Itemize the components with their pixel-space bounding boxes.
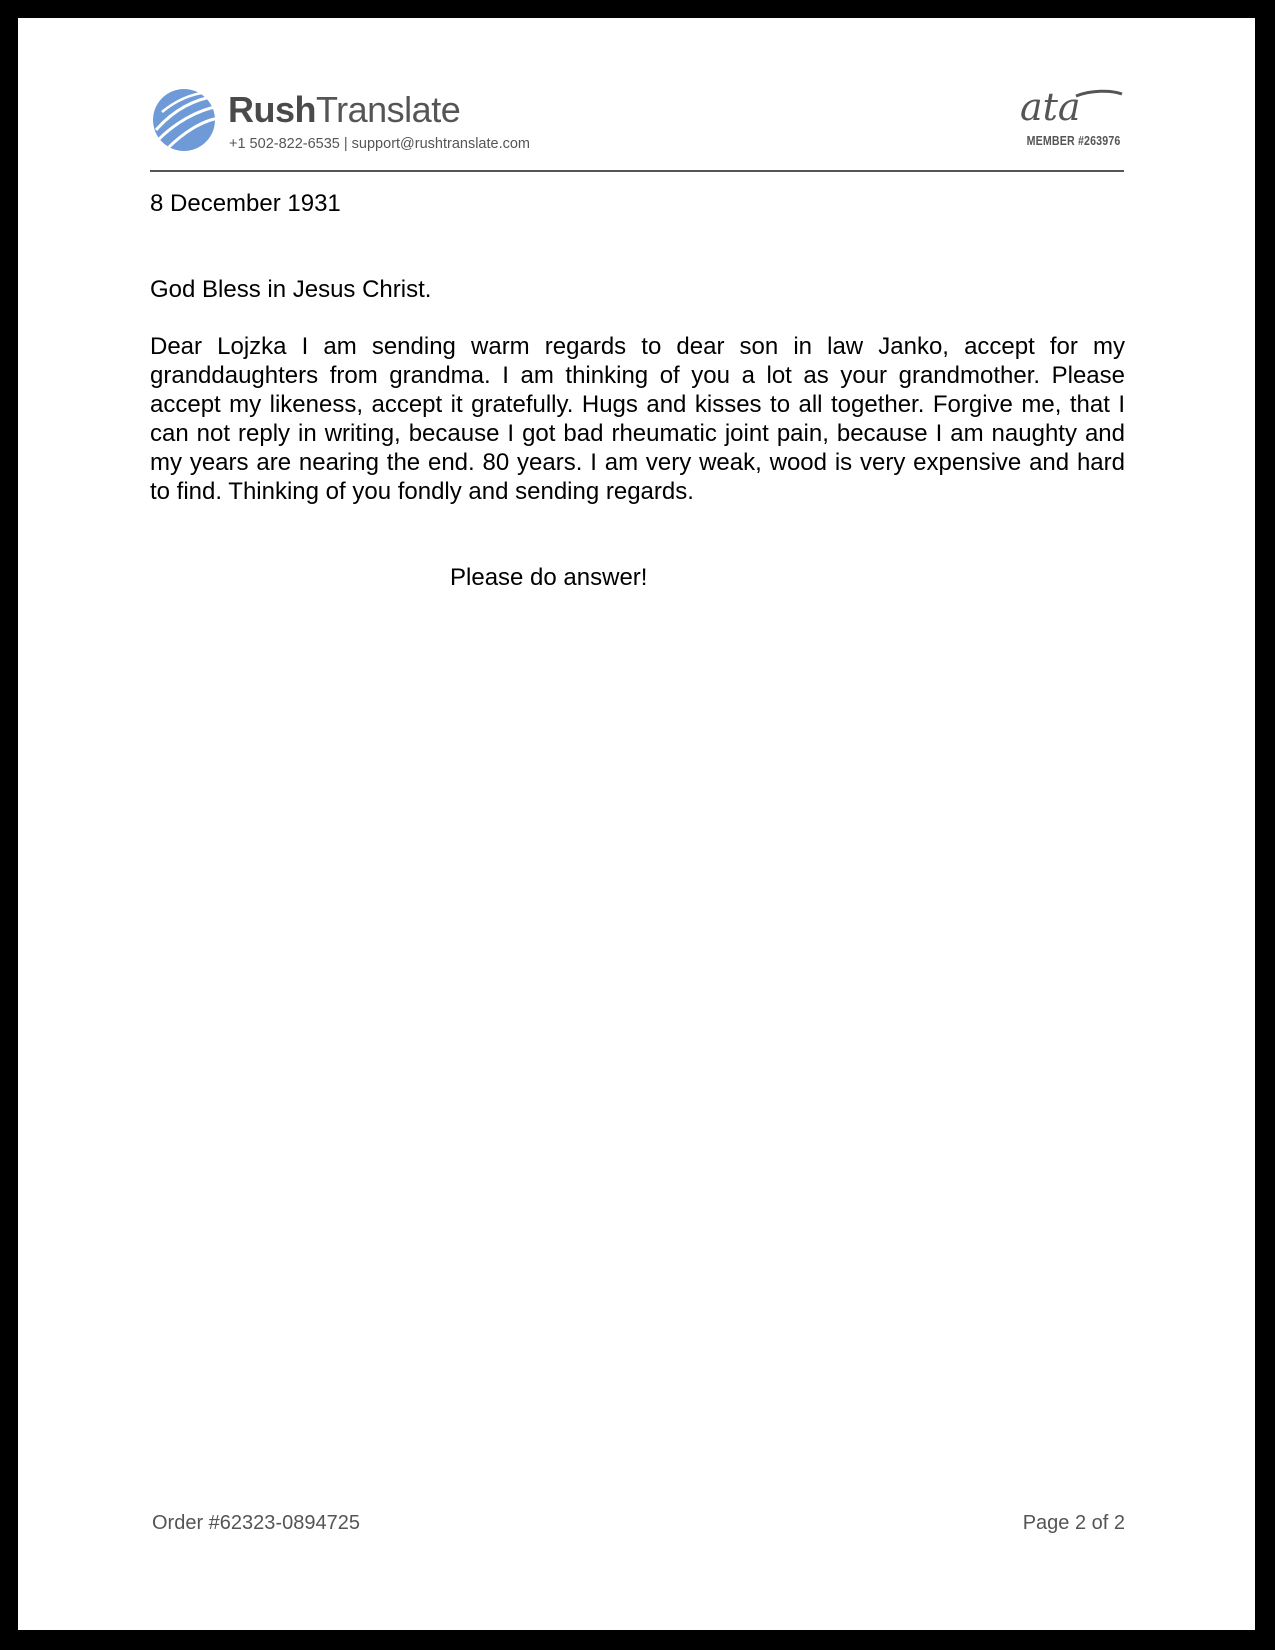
letterhead — [150, 68, 1124, 172]
ata-logo-text: ata — [1020, 88, 1081, 128]
brand-name — [228, 89, 461, 130]
brand-name-bold: Rush — [228, 89, 316, 130]
brand-name-light: Translate — [316, 89, 461, 130]
footer-order-number: Order #62323-0894725 — [152, 1512, 360, 1534]
footer-page-number: Page 2 of 2 — [1022, 1512, 1125, 1534]
ata-logo-icon — [1016, 88, 1124, 128]
document-page — [18, 18, 1255, 1630]
letter-blessing: God Bless in Jesus Christ. — [150, 276, 432, 303]
letter-closing: Please do answer! — [450, 564, 648, 591]
brand-contact: +1 502-822-6535 | support@rushtranslate.com — [229, 136, 531, 152]
rushtranslate-logo-icon — [150, 86, 222, 152]
ata-member-number: MEMBER #263976 — [1026, 134, 1120, 148]
letter-body: Dear Lojzka I am sending warm regards to dear son in law Janko, accept for my granddaughters from grandma. I am thinking of you a lot as your grandmother. Please accept my likeness, accept it gratefully. Hugs and kisses to all together. Forgive me, that I can not reply in writing, because I got bad rheumatic joint pain, because I am naughty and my years are nearing the end. 80 years. I am very weak, wood is very expensive and hard to find. Thinking of you fondly and sending regards. — [150, 333, 1125, 505]
letter-date: 8 December 1931 — [150, 190, 341, 217]
